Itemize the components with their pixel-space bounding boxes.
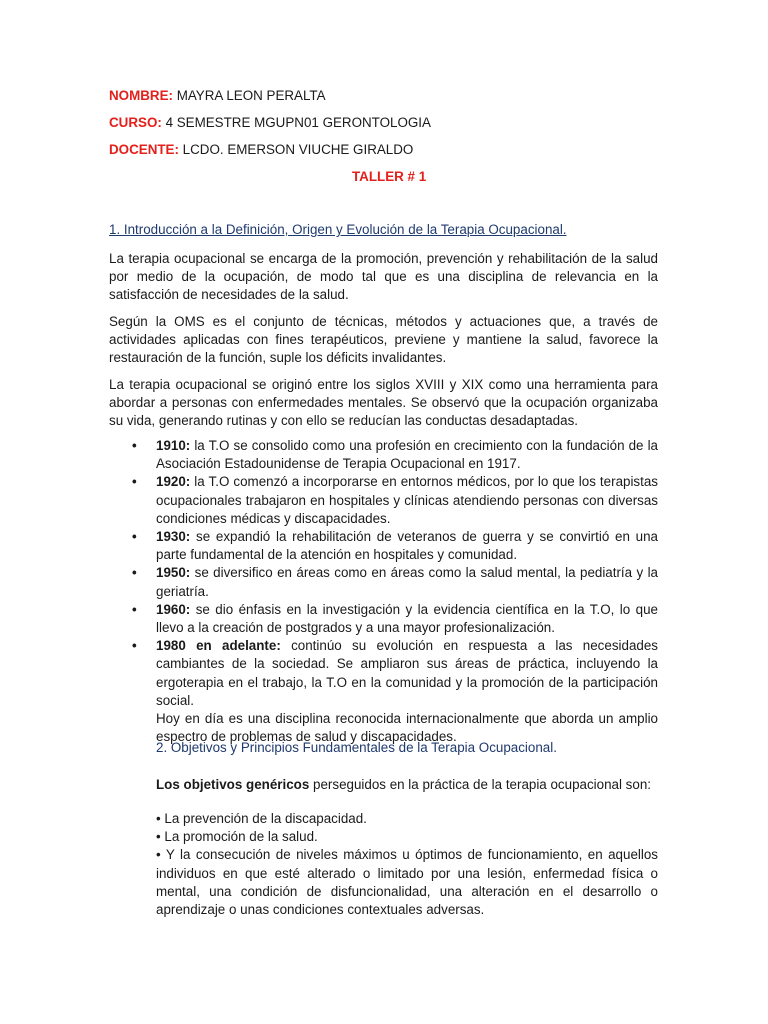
bullet-dot: • [132,601,137,617]
section1-heading: 1. Introducción a la Definición, Origen y Evolución de la Terapia Ocupacional. [109,222,567,237]
bullet-dot: • [132,474,137,490]
bullet-item [109,601,658,637]
bullet-year: 1930: [156,529,191,545]
bullet-text: continúo su evolución en respuesta a las necesidades cambiantes de la sociedad. Se ampliaron sus áreas de práctica, incluyendo la ergoterapia en el trabajo, la T.O en la comunidad y la promoción de la participación social. [156,638,658,708]
section2-intro [156,776,658,794]
bullet-year: 1980 en adelante: [156,638,281,654]
objective-item: • La promoción de la salud. [156,829,318,845]
nombre-label: NOMBRE: [109,88,173,103]
nombre-value: MAYRA LEON PERALTA [176,88,326,103]
bullet-item [109,437,658,473]
bullet-dot: • [132,638,137,654]
objectives-list [156,810,658,919]
bullet-dot: • [132,529,137,545]
bullet-year: 1950: [156,565,191,581]
section2-heading: 2. Objetivos y Principios Fundamentales de la Terapia Ocupacional. [156,740,557,755]
objective-item: • La prevención de la discapacidad. [156,811,367,826]
history-bullet-list [109,437,658,746]
docente-line [109,141,413,159]
bullet-text: la T.O se consolido como una profesión en crecimiento con la fundación de la Asociación Estadounidense de Terapia Ocupacional en 1917. [156,438,658,472]
curso-value: 4 SEMESTRE MGUPN01 GERONTOLOGIA [165,115,431,130]
docente-label: DOCENTE: [109,142,179,157]
bullet-text: se dio énfasis en la investigación y la evidencia científica en la T.O, lo que llevo a la creación de postgrados y a una mayor profesionalización. [156,601,658,636]
curso-line [109,114,431,132]
bullet-text: la T.O comenzó a incorporarse en entornos médicos, por lo que los terapistas ocupacionales trabajaron en hospitales y clínicas atendiendo personas con diversas condiciones médicas y discapacidades. [156,474,658,526]
bullet-text: se expandió la rehabilitación de veteranos de guerra y se convirtió en una parte fundamental de la atención en hospitales y comunidad. [156,529,658,563]
bullet-item [109,528,658,564]
section1-paragraph-1: La terapia ocupacional se encarga de la promoción, prevención y rehabilitación de la salud por medio de la ocupación, de modo tal que es una disciplina de relevancia en la satisfacción de necesidades de la salud. [109,251,658,303]
bullet-item [109,637,658,710]
section2-intro-bold: Los objetivos genéricos [156,777,310,792]
bullet-dot: • [132,438,137,453]
bullet-year: 1910: [156,438,191,453]
section1-paragraph-2: Según la OMS es el conjunto de técnicas, métodos y actuaciones que, a través de actividades aplicadas con fines terapéuticos, previene y mantiene la salud, favorece la restauración de la función, suple los déficits invalidantes. [109,314,658,366]
document-title: TALLER # 1 [352,169,427,184]
bullet-text: se diversifico en áreas como en áreas como la salud mental, la pediatría y la geriatría. [156,565,658,599]
bullet-year: 1920: [156,474,191,490]
bullet-item [109,564,658,600]
curso-label: CURSO: [109,115,162,130]
section2-intro-rest: perseguidos en la práctica de la terapia ocupacional son: [309,777,651,792]
bullet-item [109,473,658,528]
bullet-dot: • [132,565,137,581]
bullet-closing-text: Hoy en día es una disciplina reconocida internacionalmente que aborda un amplio espectro de problemas de salud y discapacidades. [156,711,658,745]
bullet-year: 1960: [156,601,191,617]
objective-item: • Y la consecución de niveles máximos u óptimos de funcionamiento, en aquellos individuos en que esté alterado o limitado por una lesión, enfermedad física o mental, una condición de disfuncionalidad, una alteración en el desarrollo o aprendizaje o unas condiciones contextuales adversas. [156,847,658,918]
nombre-line [109,87,326,105]
section1-paragraph-3: La terapia ocupacional se originó entre los siglos XVIII y XIX como una herramienta para abordar a personas con enfermedades mentales. Se observó que la ocupación organizaba su vida, generando rutinas y con ello se reducían las conductas desadaptadas. [109,377,658,429]
docente-value: LCDO. EMERSON VIUCHE GIRALDO [182,142,414,157]
